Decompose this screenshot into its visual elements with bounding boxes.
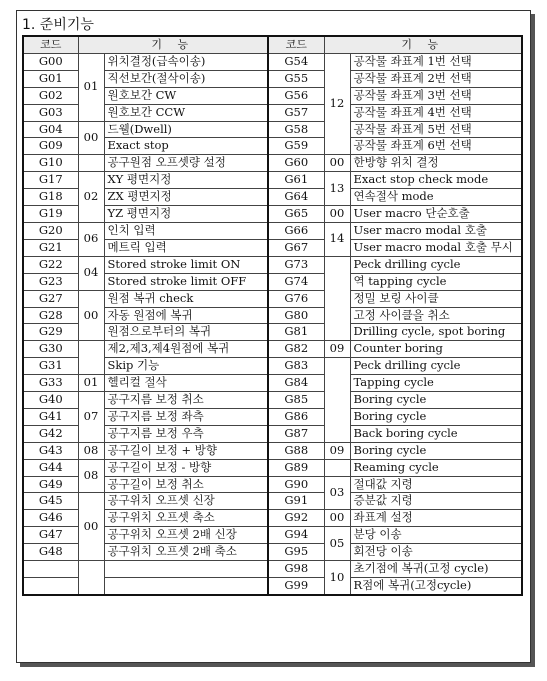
code-cell: G73 [268, 256, 324, 273]
code-cell: G67 [268, 239, 324, 256]
code-cell: G44 [23, 459, 78, 476]
group-cell: 09 [324, 341, 350, 358]
function-cell: 공구위치 오프셋 2배 신장 [104, 527, 268, 544]
group-cell [324, 256, 350, 341]
code-cell: G27 [23, 290, 78, 307]
function-cell: Skip 기능 [104, 358, 268, 375]
code-cell: G65 [268, 206, 324, 223]
section-title: 1. 준비기능 [22, 17, 94, 33]
code-cell: G83 [268, 358, 324, 375]
group-cell [324, 358, 350, 443]
group-cell: 14 [324, 222, 350, 256]
group-cell: 03 [324, 476, 350, 510]
function-cell: Exact stop check mode [350, 172, 522, 189]
function-cell: Boring cycle [350, 442, 522, 459]
table-row [23, 155, 522, 172]
function-cell: Peck drilling cycle [350, 358, 522, 375]
group-cell: 01 [78, 53, 104, 121]
table-row [23, 121, 522, 138]
g-code-table [22, 35, 523, 596]
group-cell: 06 [78, 222, 104, 256]
code-cell: G03 [23, 104, 78, 121]
group-cell: 05 [324, 527, 350, 561]
code-cell: G20 [23, 222, 78, 239]
code-cell: G49 [23, 476, 78, 493]
group-cell [78, 155, 104, 172]
table-row [23, 290, 522, 307]
function-cell: 공작물 좌표계 5번 선택 [350, 121, 522, 138]
code-cell: G40 [23, 392, 78, 409]
table-header-row [23, 36, 522, 53]
function-cell: Peck drilling cycle [350, 256, 522, 273]
function-cell: 공구길이 보정 취소 [104, 476, 268, 493]
function-cell: 공구위치 오프셋 신장 [104, 493, 268, 510]
code-cell: G43 [23, 442, 78, 459]
function-cell: 메트릭 입력 [104, 239, 268, 256]
code-cell: G22 [23, 256, 78, 273]
function-cell: 원점 복귀 check [104, 290, 268, 307]
code-cell: G58 [268, 121, 324, 138]
code-cell: G00 [23, 53, 78, 70]
function-cell: Exact stop [104, 138, 268, 155]
code-cell: G57 [268, 104, 324, 121]
code-cell: G99 [268, 578, 324, 595]
table-row [23, 442, 522, 459]
code-cell: G09 [23, 138, 78, 155]
table-row [23, 392, 522, 409]
function-cell: 직선보간(절삭이송) [104, 70, 268, 87]
function-cell: 초기점에 복귀(고정 cycle) [350, 561, 522, 578]
code-cell: G94 [268, 527, 324, 544]
group-cell: 00 [78, 493, 104, 561]
code-cell: G02 [23, 87, 78, 104]
code-cell: G92 [268, 510, 324, 527]
code-header-right: 코드 [268, 36, 324, 53]
function-cell: 자동 원점에 복귀 [104, 307, 268, 324]
function-cell: 증분값 지령 [350, 493, 522, 510]
table-row [23, 222, 522, 239]
code-cell: G45 [23, 493, 78, 510]
group-cell: 00 [78, 121, 104, 155]
table-row [23, 375, 522, 392]
function-cell: 공작물 좌표계 1번 선택 [350, 53, 522, 70]
code-cell: G10 [23, 155, 78, 172]
table-row [23, 53, 522, 70]
function-cell: Stored stroke limit ON [104, 256, 268, 273]
group-cell: 00 [324, 155, 350, 172]
code-cell: G61 [268, 172, 324, 189]
code-cell: G28 [23, 307, 78, 324]
code-cell: G30 [23, 341, 78, 358]
function-cell: User macro 단순호출 [350, 206, 522, 223]
code-cell [23, 561, 78, 578]
code-cell: G87 [268, 425, 324, 442]
function-cell: 역 tapping cycle [350, 273, 522, 290]
group-cell: 12 [324, 53, 350, 154]
code-cell: G81 [268, 324, 324, 341]
code-cell: G85 [268, 392, 324, 409]
group-cell: 09 [324, 442, 350, 459]
function-cell: XY 평면지정 [104, 172, 268, 189]
code-cell: G48 [23, 544, 78, 561]
group-cell: 00 [324, 510, 350, 527]
function-cell: 공구위치 오프셋 2배 축소 [104, 544, 268, 561]
function-cell: 공구위치 오프셋 축소 [104, 510, 268, 527]
function-cell: ZX 평면지정 [104, 189, 268, 206]
code-cell: G90 [268, 476, 324, 493]
code-cell: G29 [23, 324, 78, 341]
group-cell [78, 341, 104, 375]
code-cell: G56 [268, 87, 324, 104]
table-row [23, 341, 522, 358]
group-cell: 00 [78, 290, 104, 341]
code-cell: G91 [268, 493, 324, 510]
code-cell: G89 [268, 459, 324, 476]
code-cell: G31 [23, 358, 78, 375]
code-cell: G82 [268, 341, 324, 358]
function-cell: 연속절삭 mode [350, 189, 522, 206]
group-cell [78, 561, 104, 595]
code-cell [23, 578, 78, 595]
function-cell: 공구지름 보정 좌측 [104, 408, 268, 425]
code-cell: G55 [268, 70, 324, 87]
func-header-right: 기 능 [324, 36, 522, 53]
table-row [23, 459, 522, 476]
code-cell: G74 [268, 273, 324, 290]
code-cell: G66 [268, 222, 324, 239]
function-cell: 원점으로부터의 복귀 [104, 324, 268, 341]
function-cell: Back boring cycle [350, 425, 522, 442]
group-cell: 01 [78, 375, 104, 392]
function-cell: Boring cycle [350, 392, 522, 409]
function-cell: 공구지름 보정 취소 [104, 392, 268, 409]
group-cell [324, 459, 350, 476]
group-cell: 04 [78, 256, 104, 290]
code-cell: G41 [23, 408, 78, 425]
code-cell: G17 [23, 172, 78, 189]
function-cell: 공작물 좌표계 4번 선택 [350, 104, 522, 121]
function-cell: 공구길이 보정 + 방향 [104, 442, 268, 459]
function-cell: 공작물 좌표계 6번 선택 [350, 138, 522, 155]
function-cell: Counter boring [350, 341, 522, 358]
table-row [23, 256, 522, 273]
code-cell: G47 [23, 527, 78, 544]
code-cell: G98 [268, 561, 324, 578]
group-cell: 02 [78, 172, 104, 223]
code-cell: G23 [23, 273, 78, 290]
function-cell [104, 578, 268, 595]
func-header-left: 기 능 [78, 36, 268, 53]
function-cell: Drilling cycle, spot boring [350, 324, 522, 341]
function-cell: Stored stroke limit OFF [104, 273, 268, 290]
function-cell [104, 561, 268, 578]
function-cell: 위치결정(급속이송) [104, 53, 268, 70]
function-cell: 한방향 위치 결정 [350, 155, 522, 172]
code-cell: G33 [23, 375, 78, 392]
function-cell: 공작물 좌표계 3번 선택 [350, 87, 522, 104]
code-cell: G86 [268, 408, 324, 425]
code-cell: G60 [268, 155, 324, 172]
function-cell: Boring cycle [350, 408, 522, 425]
code-cell: G54 [268, 53, 324, 70]
function-cell: 인치 입력 [104, 222, 268, 239]
function-cell: 고정 사이클을 취소 [350, 307, 522, 324]
group-cell: 00 [324, 206, 350, 223]
code-cell: G01 [23, 70, 78, 87]
code-cell: G95 [268, 544, 324, 561]
code-cell: G04 [23, 121, 78, 138]
function-cell: Tapping cycle [350, 375, 522, 392]
function-cell: R점에 복귀(고정cycle) [350, 578, 522, 595]
code-header-left: 코드 [23, 36, 78, 53]
code-cell: G64 [268, 189, 324, 206]
function-cell: 공작물 좌표계 2번 선택 [350, 70, 522, 87]
code-cell: G18 [23, 189, 78, 206]
code-cell: G19 [23, 206, 78, 223]
group-cell: 10 [324, 561, 350, 595]
code-cell: G84 [268, 375, 324, 392]
group-cell: 13 [324, 172, 350, 206]
group-cell: 08 [78, 459, 104, 493]
code-cell: G88 [268, 442, 324, 459]
code-cell: G76 [268, 290, 324, 307]
function-cell: 회전당 이송 [350, 544, 522, 561]
function-cell: User macro modal 호출 [350, 222, 522, 239]
function-cell: 절대값 지령 [350, 476, 522, 493]
function-cell: 공구지름 보정 우측 [104, 425, 268, 442]
function-cell: User macro modal 호출 무시 [350, 239, 522, 256]
function-cell: 분당 이송 [350, 527, 522, 544]
code-cell: G80 [268, 307, 324, 324]
table-row [23, 561, 522, 578]
table-row [23, 493, 522, 510]
group-cell: 07 [78, 392, 104, 443]
code-cell: G59 [268, 138, 324, 155]
code-cell: G46 [23, 510, 78, 527]
group-cell: 08 [78, 442, 104, 459]
function-cell: 제2,제3,제4원점에 복귀 [104, 341, 268, 358]
function-cell: 공구길이 보정 - 방향 [104, 459, 268, 476]
function-cell: YZ 평면지정 [104, 206, 268, 223]
function-cell: 드웰(Dwell) [104, 121, 268, 138]
function-cell: 헬리컬 절삭 [104, 375, 268, 392]
function-cell: Reaming cycle [350, 459, 522, 476]
function-cell: 원호보간 CW [104, 87, 268, 104]
code-cell: G21 [23, 239, 78, 256]
function-cell: 정밀 보링 사이클 [350, 290, 522, 307]
function-cell: 좌표계 설정 [350, 510, 522, 527]
function-cell: 공구원점 오프셋량 설정 [104, 155, 268, 172]
table-row [23, 172, 522, 189]
code-cell: G42 [23, 425, 78, 442]
function-cell: 원호보간 CCW [104, 104, 268, 121]
